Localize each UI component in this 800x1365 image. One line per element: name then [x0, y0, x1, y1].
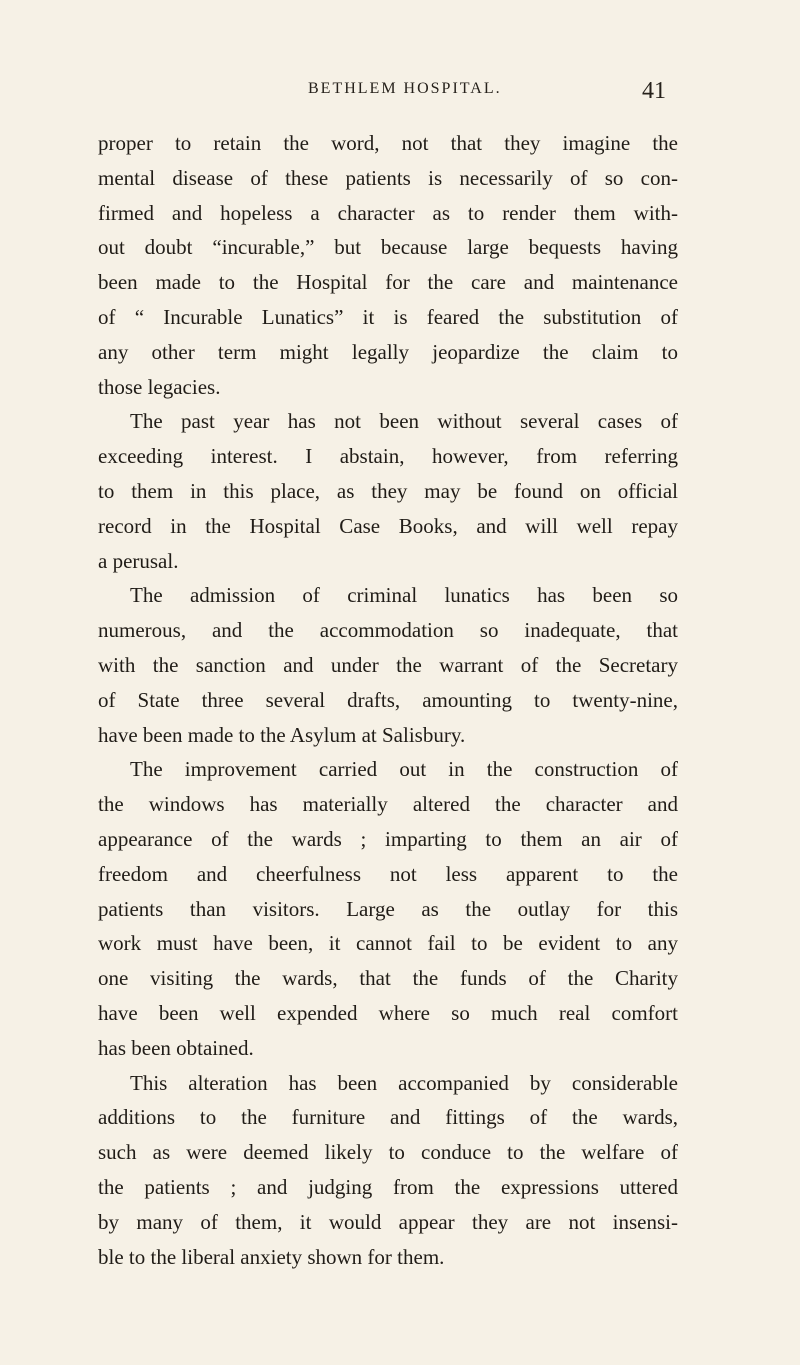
text-line: any other term might legally jeopardize the claim to	[98, 339, 678, 364]
text-line: such as were deemed likely to conduce to the welfare of	[98, 1140, 678, 1165]
text-line: proper to retain the word, not that they imagine the	[98, 131, 678, 155]
page-number: 41	[642, 78, 666, 104]
text-line: ble to the liberal anxiety shown for them.	[98, 1244, 445, 1269]
text-line: of State three several drafts, amounting to twenty-nine,	[98, 687, 678, 712]
text-line: The improvement carried out in the construction of	[130, 757, 678, 782]
paragraph	[98, 404, 678, 578]
text-line: mental disease of these patients is necessarily of so con-	[98, 165, 678, 190]
running-title: BETHLEM HOSPITAL.	[308, 80, 502, 97]
text-line: have been made to the Asylum at Salisbury.	[98, 722, 466, 747]
text-line: with the sanction and under the warrant of the Secretary	[98, 652, 678, 677]
text-line: the patients ; and judging from the expressions uttered	[98, 1174, 678, 1199]
text-line: has been obtained.	[98, 1035, 254, 1060]
text-line: additions to the furniture and fittings of the wards,	[98, 1105, 678, 1130]
text-line: numerous, and the accommodation so inadequate, that	[98, 618, 678, 643]
text-line: by many of them, it would appear they are not insensi-	[98, 1209, 678, 1234]
text-line: patients than visitors. Large as the outlay for this	[98, 896, 678, 921]
text-line: exceeding interest. I abstain, however, from referring	[98, 444, 678, 469]
text-line: of “ Incurable Lunatics” it is feared the substitution of	[98, 304, 678, 329]
paragraph	[98, 578, 678, 752]
text-line: record in the Hospital Case Books, and will well repay	[98, 513, 678, 538]
text-line: This alteration has been accompanied by considerable	[130, 1070, 678, 1095]
text-line: been made to the Hospital for the care and maintenance	[98, 270, 678, 295]
text-line: work must have been, it cannot fail to be evident to any	[98, 931, 678, 956]
paragraph	[98, 126, 678, 404]
running-head	[0, 78, 800, 108]
text-line: the windows has materially altered the character and	[98, 792, 678, 817]
text-line: a perusal.	[98, 548, 179, 573]
text-line: freedom and cheerfulness not less apparent to the	[98, 861, 678, 886]
text-line: firmed and hopeless a character as to render them with-	[98, 200, 678, 225]
text-line: out doubt “incurable,” but because large bequests having	[98, 235, 678, 260]
text-line: have been well expended where so much real comfort	[98, 1000, 678, 1025]
text-line: The past year has not been without several cases of	[130, 409, 678, 434]
text-line: those legacies.	[98, 374, 221, 399]
body-text	[98, 126, 678, 1274]
paragraph	[98, 752, 678, 1065]
text-line: The admission of criminal lunatics has been so	[130, 583, 678, 608]
text-line: to them in this place, as they may be found on official	[98, 478, 678, 503]
text-line: appearance of the wards ; imparting to them an air of	[98, 826, 678, 851]
text-line: one visiting the wards, that the funds of the Charity	[98, 966, 678, 991]
paragraph	[98, 1066, 678, 1275]
